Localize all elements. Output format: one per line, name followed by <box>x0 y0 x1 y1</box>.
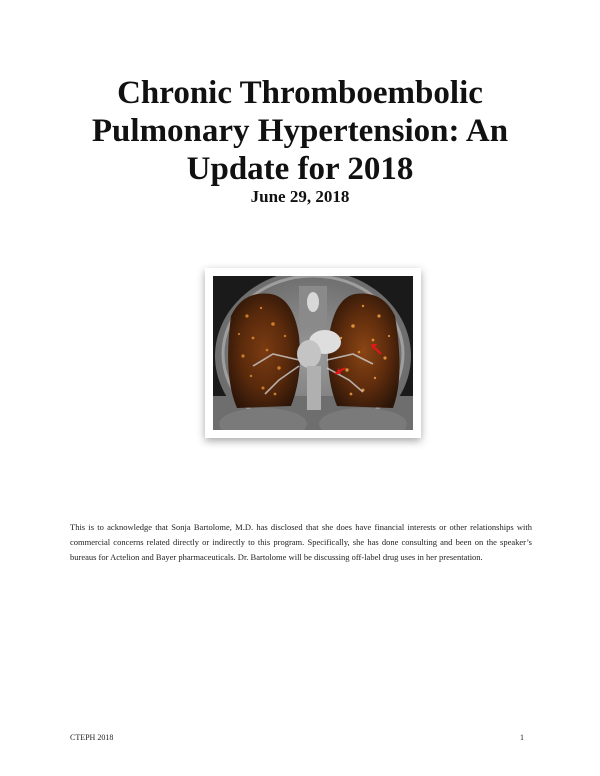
page-title: Chronic Thromboembolic Pulmonary Hypertension: An Update for 2018 <box>91 75 509 187</box>
disclosure-statement: This is to acknowledge that Sonja Bartolome, M.D. has disclosed that she does have financial interests or other relationships with commercial concerns related directly or indirectly to this program. Specifically, she has done consulting and been on the speaker’s bureaus for Actelion and Bayer pharmaceuticals. Dr. Bartolome will be discussing off-label drug uses in her presentation. <box>70 522 532 562</box>
ct-scan-image <box>213 276 413 430</box>
presentation-date: June 29, 2018 <box>250 187 350 206</box>
footer-label: CTEPH 2018 <box>70 733 114 742</box>
page-number: 1 <box>520 733 524 742</box>
ct-scan-image-frame <box>205 268 421 438</box>
